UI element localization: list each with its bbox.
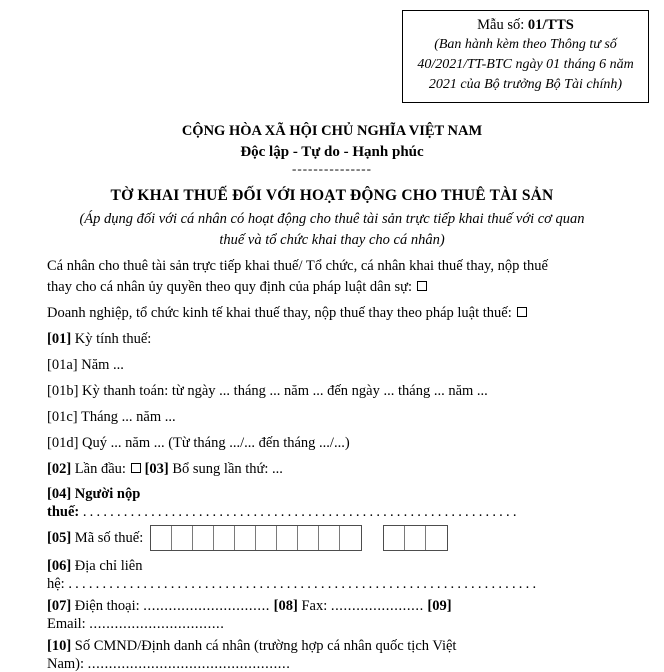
field-number: [01d]	[47, 435, 79, 451]
field-number: [01a]	[47, 357, 78, 373]
form-number-line	[407, 15, 644, 35]
field-number: [09]	[427, 598, 452, 614]
field-label: Kỳ thanh toán: từ ngày ... tháng ... năm ... đến ngày ... tháng ... năm ...	[82, 383, 488, 399]
subtitle-line: (Áp dụng đối với cá nhân có hoạt động cho thuê tài sản trực tiếp khai thuế với cơ quan	[79, 211, 585, 227]
field-label: Nam):	[47, 656, 85, 672]
field-label: Kỳ tính thuế:	[74, 331, 152, 347]
field-number: [04]	[47, 486, 72, 502]
field-number: [01c]	[47, 409, 78, 425]
form-number-label: Mẫu số:	[477, 17, 525, 33]
national-title: CỘNG HÒA XÃ HỘI CHỦ NGHĨA VIỆT NAM	[181, 123, 483, 139]
tax-code-cell	[340, 526, 361, 550]
tax-code-cell	[235, 526, 256, 550]
field-01a-year	[47, 355, 617, 376]
fill-in-dots: ......................	[330, 598, 424, 614]
field-label: Email:	[47, 616, 86, 632]
tax-code-cell	[384, 526, 405, 550]
field-label: Năm ...	[81, 357, 124, 373]
field-label: Lần đầu:	[74, 461, 126, 477]
tax-code-cell	[298, 526, 319, 550]
tax-code-label	[47, 528, 143, 551]
field-number: [03]	[144, 461, 169, 477]
fill-in-dots: ................................	[89, 616, 225, 632]
field-number: [05]	[47, 530, 72, 546]
declarant-direct-text-line2: thay cho cá nhân ủy quyền theo quy định của pháp luật dân sự:	[47, 279, 413, 295]
tax-code-cell	[214, 526, 235, 550]
declarant-direct-option	[47, 256, 617, 298]
issued-note-line: 2021 của Bộ trưởng Bộ Tài chính)	[428, 77, 623, 92]
field-02-03-first-or-amendment	[47, 459, 617, 480]
tax-code-cell	[426, 526, 447, 550]
page-subtitle	[47, 209, 617, 251]
field-label: Fax:	[301, 598, 328, 614]
page-title: TỜ KHAI THUẾ ĐỐI VỚI HOẠT ĐỘNG CHO THUÊ TÀI SẢN	[110, 187, 554, 204]
fill-in-dots: ..............................	[143, 598, 271, 614]
field-10-id-number	[47, 637, 617, 672]
field-01b-payment-period	[47, 381, 617, 402]
declarant-org-option	[47, 303, 617, 324]
direct-declare-checkbox[interactable]	[417, 281, 427, 291]
form-issued-note	[407, 35, 644, 95]
field-06-contact-address	[47, 557, 617, 593]
fill-in-dots: .....................................................................	[68, 576, 540, 592]
motto-divider: ---------------	[292, 161, 372, 176]
field-07-08-09-phone-fax-email	[47, 597, 617, 633]
national-motto: Độc lập - Tự do - Hạnh phúc	[240, 144, 424, 160]
field-label: Số CMND/Định danh cá nhân (trường hợp cá nhân quốc tịch Việt	[74, 638, 457, 654]
field-01-tax-period	[47, 329, 617, 350]
field-label: Quý ... năm ... (Từ tháng .../... đến tháng .../...)	[82, 435, 350, 451]
field-number: [01]	[47, 331, 72, 347]
field-number: [02]	[47, 461, 72, 477]
issued-note-line: 40/2021/TT-BTC ngày 01 tháng 6 năm	[417, 57, 634, 72]
declarant-direct-text-line1: Cá nhân cho thuê tài sản trực tiếp khai thuế/ Tổ chức, cá nhân khai thuế thay, nộp thuế	[47, 258, 548, 274]
tax-code-cell	[405, 526, 426, 550]
fill-in-dots: ................................................	[87, 656, 291, 672]
form-number-code: 01/TTS	[527, 17, 574, 33]
field-label: Mã số thuế:	[74, 530, 144, 546]
tax-code-cell	[256, 526, 277, 550]
field-label: Người nộp	[74, 486, 141, 502]
subtitle-line: thuế và tổ chức khai thay cho cá nhân)	[219, 232, 445, 248]
tax-code-suffix-boxes	[383, 525, 448, 551]
form-number-box	[402, 10, 649, 103]
field-01d-quarter	[47, 433, 617, 454]
tax-code-cell	[193, 526, 214, 550]
field-04-taxpayer-name	[47, 485, 617, 521]
field-label: Địa chỉ liên	[74, 558, 143, 574]
field-label: Điện thoại:	[74, 598, 140, 614]
field-number: [06]	[47, 558, 72, 574]
issued-note-line: (Ban hành kèm theo Thông tư số	[434, 37, 617, 52]
field-number: [10]	[47, 638, 72, 654]
field-label: hệ:	[47, 576, 65, 592]
tax-code-cell	[172, 526, 193, 550]
field-number: [07]	[47, 598, 72, 614]
field-label: Tháng ... năm ...	[80, 409, 176, 425]
field-01c-month	[47, 407, 617, 428]
form-body	[47, 256, 617, 672]
first-time-checkbox[interactable]	[131, 463, 141, 473]
org-declare-checkbox[interactable]	[517, 307, 527, 317]
fill-in-dots: ................................................................	[82, 504, 520, 520]
field-number: [08]	[273, 598, 298, 614]
field-number: [01b]	[47, 383, 79, 399]
declarant-org-text: Doanh nghiệp, tổ chức kinh tế khai thuế thay, nộp thuế thay theo pháp luật thuế:	[47, 305, 512, 321]
tax-code-main-boxes	[150, 525, 362, 551]
tax-code-cell	[151, 526, 172, 550]
field-label: thuế:	[47, 504, 80, 520]
tax-code-cell	[277, 526, 298, 550]
tax-code-cell	[319, 526, 340, 550]
field-label: Bổ sung lần thứ: ...	[172, 461, 283, 477]
national-header	[47, 121, 617, 251]
field-05-tax-code	[47, 525, 617, 551]
